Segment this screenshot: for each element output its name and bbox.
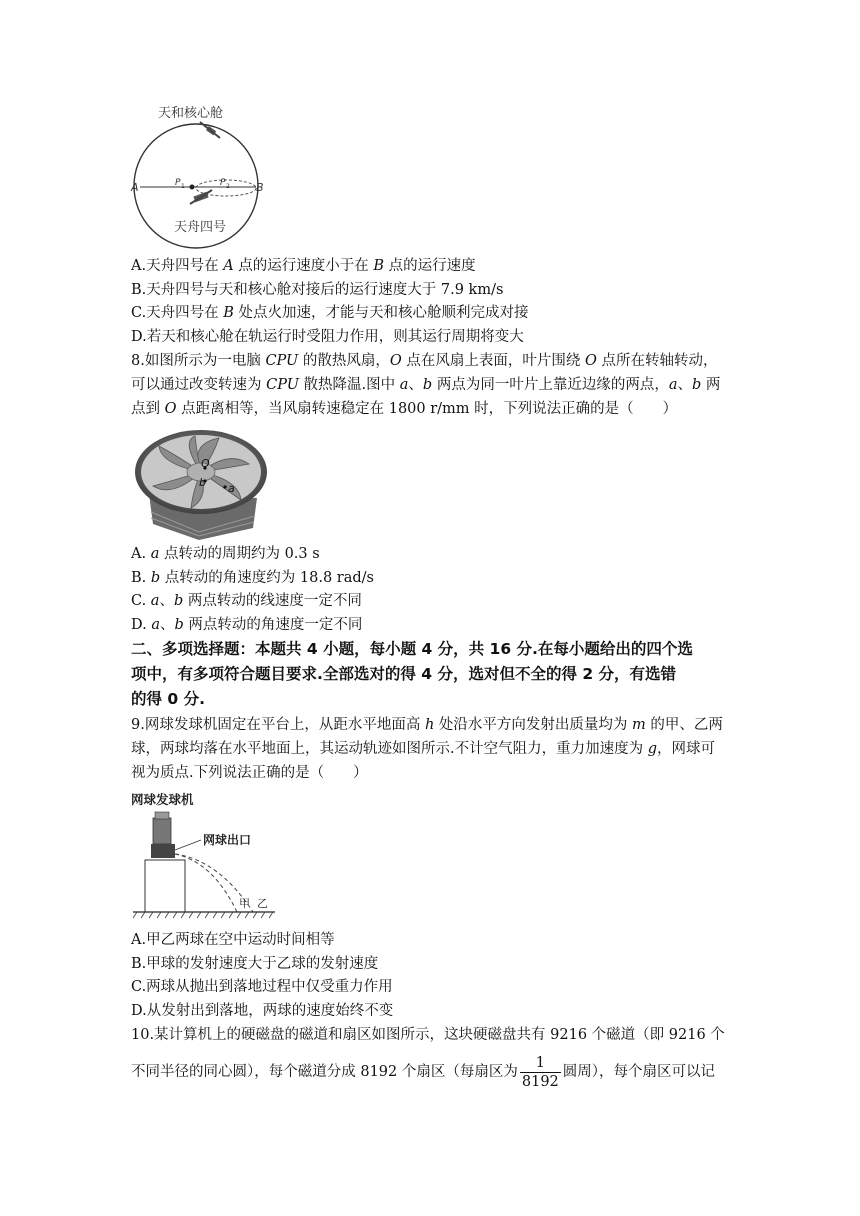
- q9-option-d: D.从发射出到落地，两球的速度始终不变: [131, 1003, 394, 1019]
- q8-option-d: D. a、b 两点转动的角速度一定不同: [131, 617, 363, 633]
- section2-heading-line-1: 二、多项选择题：本题共 4 小题，每小题 4 分，共 16 分.在每小题给出的四个选: [131, 640, 693, 658]
- label-ship: 天舟四号: [174, 220, 227, 235]
- q8-stem-line-2: 可以通过改变转速为 CPU 散热降温.图中 a、b 两点为同一叶片上靠近边缘的两点，a、b 两: [131, 377, 721, 393]
- label-b-fan: b: [199, 476, 206, 489]
- label-a-fan: a: [228, 482, 235, 495]
- q9-stem-line-2: 球，两球均落在水平地面上，其运动轨迹如图所示.不计空气阻力，重力加速度为 g，网球可: [131, 741, 716, 757]
- q9-option-b: B.甲球的发射速度大于乙球的发射速度: [131, 956, 379, 972]
- label-station: 天和核心舱: [158, 106, 224, 121]
- tennis-launcher-diagram: [129, 788, 279, 924]
- q8-stem-line-1: 8.如图所示为一电脑 CPU 的散热风扇，O 点在风扇上表面，叶片围绕 O 点所在转轴转动，: [131, 353, 718, 369]
- q9-stem-line-3: 视为质点.下列说法正确的是（ ）: [131, 765, 368, 781]
- label-yi: 乙: [257, 897, 268, 910]
- q7-option-c: C.天舟四号在 B 处点火加速，才能与天和核心舱顺利完成对接: [131, 305, 529, 321]
- q8-option-c: C. a、b 两点转动的线速度一定不同: [131, 593, 362, 609]
- label-p2: P: [220, 178, 226, 188]
- label-p1: P: [175, 178, 181, 188]
- q8-option-b: B. b 点转动的角速度约为 18.8 rad/s: [131, 570, 374, 586]
- q10-stem-line-1: 10.某计算机上的硬磁盘的磁道和扇区如图所示，这块硬磁盘共有 9216 个磁道（即 9216 个: [131, 1027, 725, 1043]
- label-p2-sub: 2: [226, 183, 230, 190]
- outlet-label: 网球出口: [203, 833, 252, 847]
- q9-stem-line-1: 9.网球发球机固定在平台上，从距水平地面高 h 处沿水平方向发射出质量均为 m 的甲、乙两: [131, 717, 723, 733]
- q9-option-a: A.甲乙两球在空中运动时间相等: [131, 932, 335, 948]
- figure-title: 网球发球机: [131, 792, 194, 807]
- orbit-diagram: [128, 98, 274, 254]
- fraction: $\frac{1}{8192}$: [521, 1054, 559, 1090]
- q8-stem-line-3: 点到 O 点距离相等，当风扇转速稳定在 1800 r/mm 时，下列说法正确的是（ ）: [131, 401, 678, 417]
- label-o: O: [201, 457, 210, 470]
- q7-option-b: B.天舟四号与天和核心舱对接后的运行速度大于 7.9 km/s: [131, 282, 504, 298]
- section2-heading-line-3: 的得 0 分.: [131, 690, 205, 708]
- q7-option-a: A.天舟四号在 A 点的运行速度小于在 B 点的运行速度: [131, 258, 476, 274]
- section2-heading-line-2: 项中，有多项符合题目要求.全部选对的得 4 分，选对但不全的得 2 分，有选错: [131, 665, 677, 683]
- q9-option-c: C.两球从抛出到落地过程中仅受重力作用: [131, 979, 393, 995]
- cpu-fan-photo: [129, 424, 273, 542]
- label-jia: 甲: [239, 897, 250, 910]
- q7-option-d: D.若天和核心舱在轨运行时受阻力作用，则其运行周期将变大: [131, 329, 524, 345]
- label-a: A: [131, 181, 139, 194]
- label-b: B: [256, 181, 264, 194]
- label-p1-sub: 1: [181, 183, 185, 190]
- q10-stem-line-2: 不同半径的同心圆），每个磁道分成 8192 个扇区（每扇区为 $\frac{1}{8192}$ 圆周），每个扇区可以记: [131, 1054, 716, 1090]
- q8-option-a: A. a 点转动的周期约为 0.3 s: [131, 546, 320, 562]
